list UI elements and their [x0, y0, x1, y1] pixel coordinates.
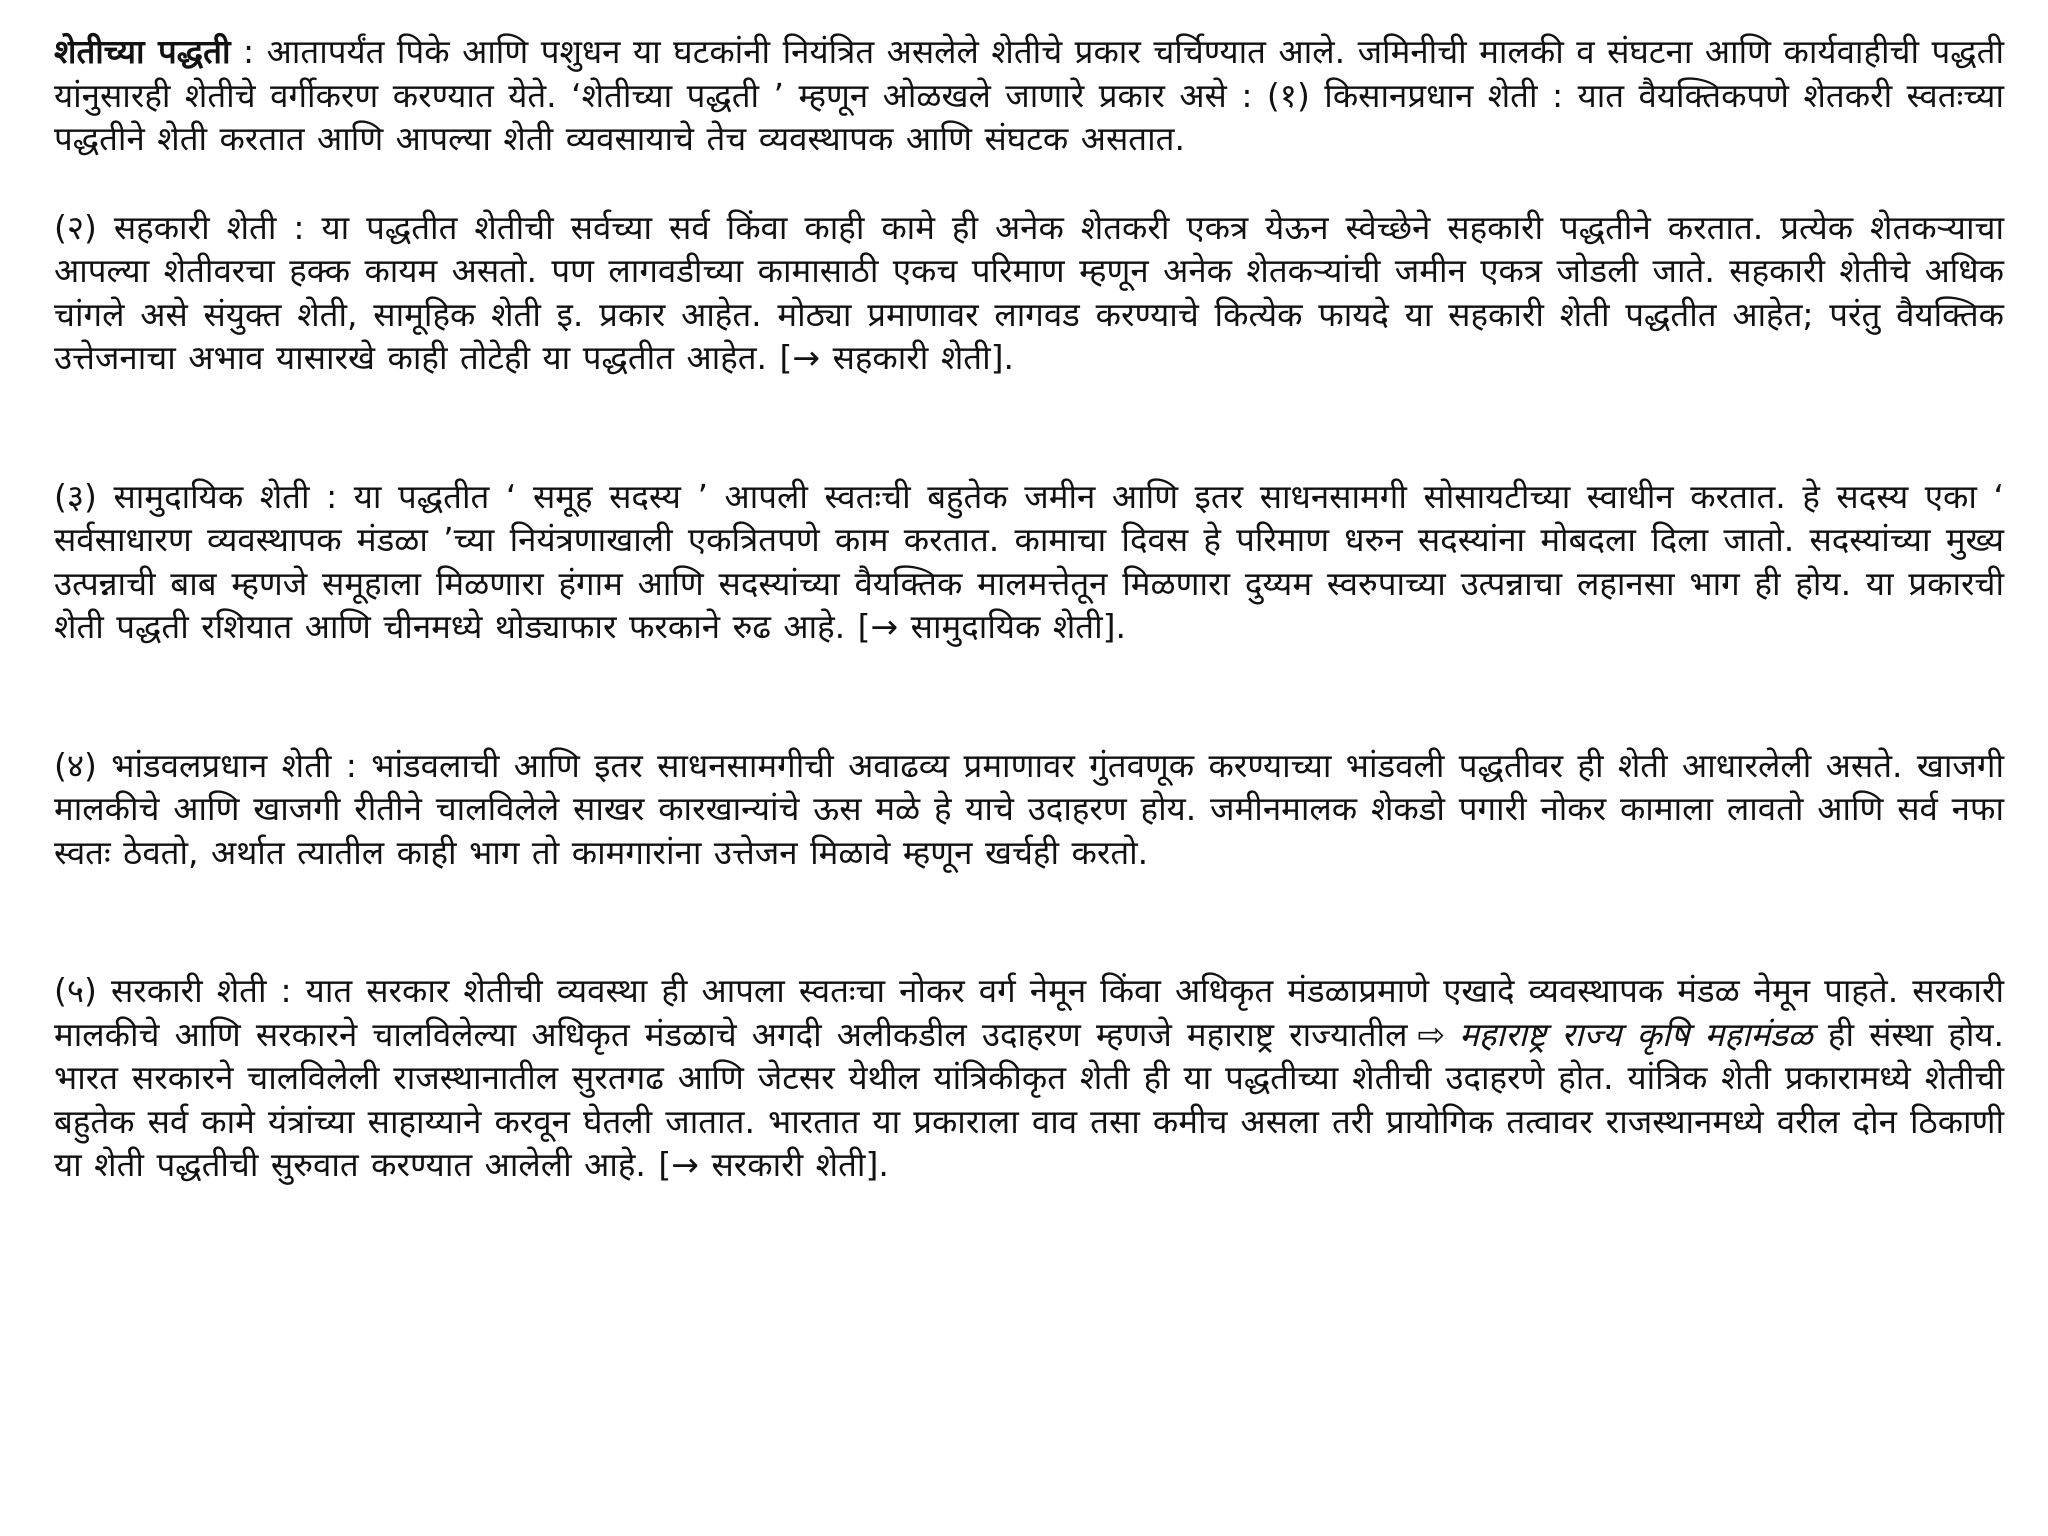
xref-collective[interactable]: [→ सामुदायिक शेती]. [845, 607, 1127, 646]
paragraph-state-text-after: ही संस्था होय. भारत सरकारने चालविलेली राजस्थानातील सुरतगढ आणि जेटसर येथील यांत्रिकीकृत शेती ही या पद्धतीच्या शेतीची उदाहरणे होत. यांत्रिक शेती प्रकारामध्ये शेतीची बहुतेक सर्व कामे यंत्रांच्या साहाय्याने करवून घेतली जातात. भारतात या प्रकाराला वाव तसा कमीच असला तरी प्रायोगिक तत्वावर राजस्थानमध्ये वरील दोन ठिकाणी या शेती पद्धतीची सुरुवात करण्यात आलेली आहे. [54, 1014, 2005, 1184]
paragraph-intro [54, 30, 2004, 161]
paragraph-state-farming [54, 969, 2004, 1187]
xref-label: सरकारी शेती [698, 1145, 866, 1184]
document-page [54, 30, 2004, 1187]
paragraph-capitalist-farming [54, 744, 2004, 875]
xref-cooperative[interactable]: [→ सहकारी शेती]. [767, 338, 1014, 377]
right-arrow-icon: → [792, 338, 821, 377]
paragraph-cooperative-farming [54, 206, 2004, 380]
section-heading: शेतीच्या पद्धती [54, 32, 231, 71]
paragraph-state-text-before: (५) सरकारी शेती : यात सरकार शेतीची व्यवस्था ही आपला स्वतःचा नोकर वर्ग नेमून किंवा अधिकृत मंडळाप्रमाणे एखादे व्यवस्थापक मंडळ नेमून पाहते. सरकारी मालकीचे आणि सरकारने चालविलेल्या अधिकृत मंडळाचे अगदी अलीकडील उदाहरण म्हणजे महाराष्ट्र राज्यातील [54, 971, 2004, 1054]
paragraph-intro-text: : आतापर्यंत पिके आणि पशुधन या घटकांनी नियंत्रित असलेले शेतीचे प्रकार चर्चिण्यात आले. जमिनीची मालकी व संघटना आणि कार्यवाहीची पद्धती यांनुसारही शेतीचे वर्गीकरण करण्यात येते. ‘शेतीच्या पद्धती ’ म्हणून ओळखले जाणारे प्रकार असे : (१) किसानप्रधान शेती : यात वैयक्तिकपणे शेतकरी स्वतःच्या पद्धतीने शेती करतात आणि आपल्या शेती व्यवसायाचे तेच व्यवस्थापक आणि संघटक असतात. [54, 32, 2005, 158]
paragraph-collective-text: (३) सामुदायिक शेती : या पद्धतीत ‘ समूह सदस्य ’ आपली स्वतःची बहुतेक जमीन आणि इतर साधनसामगी सोसायटीच्या स्वाधीन करतात. हे सदस्य एका ‘ सर्वसाधारण व्यवस्थापक मंडळा ’च्या नियंत्रणाखाली एकत्रितपणे काम करतात. कामाचा दिवस हे परिमाण धरुन सदस्यांना मोबदला दिला जातो. सदस्यांच्या मुख्य उत्पन्नाची बाब म्हणजे समूहाला मिळणारा हंगाम आणि सदस्यांच्या वैयक्तिक मालमत्तेतून मिळणारा दुय्यम स्वरुपाच्या उत्पन्नाचा लहानसा भाग ही होय. या प्रकारची शेती पद्धती रशियात आणि चीनमध्ये थोड्याफार फरकाने रुढ आहे. [54, 476, 2004, 646]
paragraph-collective-farming [54, 475, 2004, 649]
right-arrow-icon: → [870, 607, 899, 646]
xref-label: सहकारी शेती [820, 338, 991, 377]
right-arrow-icon: → [671, 1145, 699, 1184]
link-arrow-icon[interactable]: ⇨ [1417, 1014, 1446, 1054]
paragraph-capitalist-text: (४) भांडवलप्रधान शेती : भांडवलाची आणि इतर साधनसामगीची अवाढव्य प्रमाणावर गुंतवणूक करण्याच्या भांडवली पद्धतीवर ही शेती आधारलेली असते. खाजगी मालकीचे आणि खाजगी रीतीने चालविलेले साखर कारखान्यांचे ऊस मळे हे याचे उदाहरण होय. जमीनमालक शेकडो पगारी नोकर कामाला लावतो आणि सर्व नफा स्वतः ठेवतो, अर्थात त्यातील काही भाग तो कामगारांना उत्तेजन मिळावे म्हणून खर्चही करतो. [54, 745, 2004, 872]
paragraph-cooperative-text: (२) सहकारी शेती : या पद्धतीत शेतीची सर्वच्या सर्व किंवा काही कामे ही अनेक शेतकरी एकत्र येऊन स्वेच्छेने सहकारी पद्धतीने करतात. प्रत्येक शेतकऱ्याचा आपल्या शेतीवरचा हक्क कायम असतो. पण लागवडीच्या कामासाठी एकच परिमाण म्हणून अनेक शेतकऱ्यांची जमीन एकत्र जोडली जाते. सहकारी शेतीचे अधिक चांगले असे संयुक्त शेती, सामूहिक शेती इ. प्रकार आहेत. मोठ्या प्रमाणावर लागवड करण्याचे कित्येक फायदे या सहकारी शेती पद्धतीत आहेत; परंतु वैयक्तिक उत्तेजनाचा अभाव यासारखे काही तोटेही या पद्धतीत आहेत. [54, 207, 2004, 377]
xref-state[interactable]: [→ सरकारी शेती]. [645, 1145, 889, 1184]
linked-title[interactable]: महाराष्ट्र राज्य कृषि महामंडळ [1459, 1014, 1813, 1054]
xref-label: सामुदायिक शेती [898, 607, 1103, 646]
